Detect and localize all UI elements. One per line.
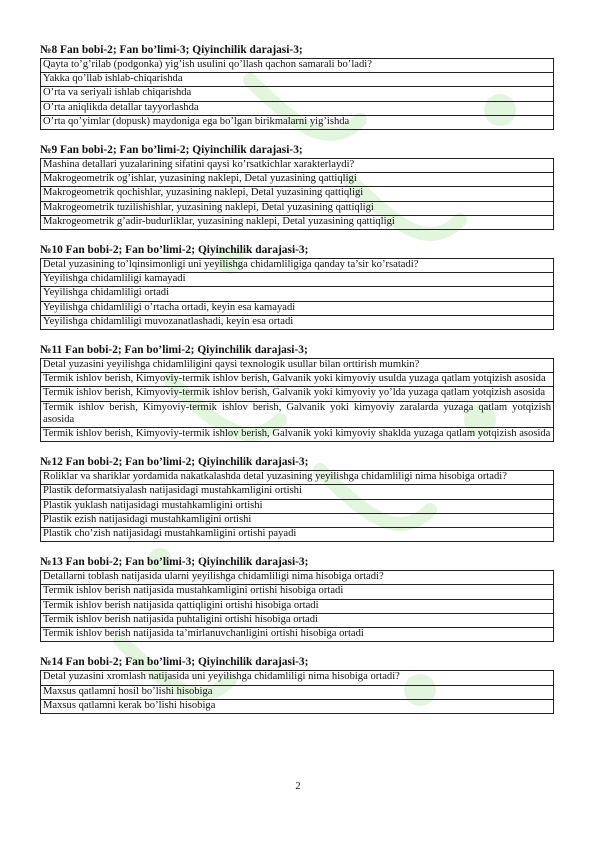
answer-option: Makrogeometrik tuzilishishlar, yuzasining naklepi, Detal yuzasining qattiqligi xyxy=(41,201,554,215)
answer-option: O’rta aniqlikda detallar tayyorlashda xyxy=(41,101,554,115)
question-block xyxy=(40,456,554,542)
question-block xyxy=(40,656,554,714)
question-row xyxy=(41,59,554,73)
question-text: Mashina detallari yuzalarining sifatini qaysi ko’rsatkichlar xarakterlaydi? xyxy=(41,159,554,173)
question-table xyxy=(40,258,554,330)
answer-row xyxy=(41,315,554,329)
question-row xyxy=(41,471,554,485)
question-row xyxy=(41,571,554,585)
answer-row xyxy=(41,215,554,229)
question-table xyxy=(40,570,554,642)
answer-row xyxy=(41,613,554,627)
answer-row xyxy=(41,201,554,215)
question-text: Qayta to’g’rilab (podgonka) yig’ish usulini qo’llash qachon samarali bo’ladi? xyxy=(41,59,554,73)
answer-option: Makrogeometrik og’ishlar, yuzasining naklepi, Detal yuzasining qattiqligi xyxy=(41,173,554,187)
answer-row xyxy=(41,373,554,387)
answer-row xyxy=(41,115,554,129)
question-table xyxy=(40,470,554,542)
question-table xyxy=(40,158,554,230)
answer-option: Makrogeometrik g’adir-budurliklar, yuzasining naklepi, Detal yuzasining qattiqligi xyxy=(41,215,554,229)
answer-option: Yeyilishga chidamliligi ortadi xyxy=(41,287,554,301)
answer-option: Termik ishlov berish natijasida ta’mirlanuvchanligini ortishi hisobiga ortadi xyxy=(41,628,554,642)
answer-row xyxy=(41,628,554,642)
answer-row xyxy=(41,387,554,401)
answer-option: Termik ishlov berish, Kimyoviy-termik ishlov berish, Galvanik yoki kimyoviy shaklda yuzaga qatlam yotqizish asosida xyxy=(41,428,554,442)
answer-option: Yeyilishga chidamliligi kamayadi xyxy=(41,273,554,287)
answer-option: Yeyilishga chidamliligi muvozanatlashadi, keyin esa ortadi xyxy=(41,315,554,329)
answer-option: O’rta va seriyali ishlab chiqarishda xyxy=(41,87,554,101)
question-block xyxy=(40,44,554,130)
question-heading: №13 Fan bobi-2; Fan bo’limi-3; Qiyinchilik darajasi-3; xyxy=(40,556,309,569)
answer-option: Termik ishlov berish natijasida puhtaligini ortishi hisobiga ortadi xyxy=(41,613,554,627)
question-row xyxy=(41,359,554,373)
question-text: Roliklar va shariklar yordamida nakatkalashda detal yuzasining yeyilishga chidamliligi nima hisobiga ortadi? xyxy=(41,471,554,485)
answer-option: Makrogeometrik qochishlar, yuzasining naklepi, Detal yuzasining qattiqligi xyxy=(41,187,554,201)
answer-option: Maxsus qatlamni kerak bo’lishi hisobiga xyxy=(41,699,554,713)
question-row xyxy=(41,159,554,173)
answer-row xyxy=(41,685,554,699)
question-table xyxy=(40,358,554,442)
answer-row xyxy=(41,699,554,713)
answer-option: Maxsus qatlamni hosil bo’lishi hisobiga xyxy=(41,685,554,699)
question-text: Detal yuzasining to’lqinsimonligi uni yeyilishga chidamliligiga qanday ta’sir ko’rsatadi? xyxy=(41,259,554,273)
answer-row xyxy=(41,101,554,115)
question-heading: №14 Fan bobi-2; Fan bo’limi-3; Qiyinchilik darajasi-3; xyxy=(40,656,309,669)
answer-row xyxy=(41,87,554,101)
question-heading: №9 Fan bobi-2; Fan bo’limi-2; Qiyinchilik darajasi-3; xyxy=(40,144,303,157)
answer-row xyxy=(41,301,554,315)
answer-option: Plastik deformatsiyalash natijasidagi mustahkamligini ortishi xyxy=(41,485,554,499)
answer-row xyxy=(41,528,554,542)
question-heading: №10 Fan bobi-2; Fan bo’limi-2; Qiyinchilik darajasi-3; xyxy=(40,244,309,257)
answer-row xyxy=(41,73,554,87)
question-block xyxy=(40,244,554,330)
answer-option: Plastik ezish natijasidagi mustahkamligini ortishi xyxy=(41,513,554,527)
answer-option: Termik ishlov berish, Kimyoviy-termik ishlov berish, Galvanik yoki kimyoviy zaralarda yuzaga qatlam yotqizish asosida xyxy=(41,401,554,427)
page-number: 2 xyxy=(295,781,301,792)
answer-option: Termik ishlov berish, Kimyoviy-termik ishlov berish, Galvanik yoki kimyoviy yo’lda yuzaga qatlam yotqizish asosida xyxy=(41,387,554,401)
question-block xyxy=(40,144,554,230)
question-row xyxy=(41,671,554,685)
questions-content xyxy=(40,44,554,728)
answer-option: Termik ishlov berish natijasida mustahkamligini ortishi hisobiga ortadi xyxy=(41,585,554,599)
answer-option: Plastik yuklash natijasidagi mustahkamligini ortishi xyxy=(41,499,554,513)
answer-row xyxy=(41,173,554,187)
question-heading: №12 Fan bobi-2; Fan bo’limi-2; Qiyinchilik darajasi-3; xyxy=(40,456,309,469)
question-text: Detal yuzasini yeyilishga chidamliligini qaysi texnologik usullar bilan orttirish mumkin? xyxy=(41,359,554,373)
question-text: Detallarni toblash natijasida ularni yeyilishga chidamliligi nima hisobiga ortadi? xyxy=(41,571,554,585)
answer-row xyxy=(41,428,554,442)
answer-row xyxy=(41,401,554,427)
question-text: Detal yuzasini xromlash natijasida uni yeyilishga chidamliligi nima hisobiga ortadi? xyxy=(41,671,554,685)
answer-row xyxy=(41,585,554,599)
question-row xyxy=(41,259,554,273)
answer-option: O’rta qo’yimlar (dopusk) maydoniga ega bo’lgan birikmalarni yig’ishda xyxy=(41,115,554,129)
answer-row xyxy=(41,287,554,301)
question-block xyxy=(40,556,554,642)
answer-option: Termik ishlov berish natijasida qattiqligini ortishi hisobiga ortadi xyxy=(41,599,554,613)
question-block xyxy=(40,344,554,442)
answer-row xyxy=(41,599,554,613)
answer-option: Plastik cho’zish natijasidagi mustahkamligini ortishi payadi xyxy=(41,528,554,542)
answer-row xyxy=(41,513,554,527)
answer-option: Yakka qo’llab ishlab-chiqarishda xyxy=(41,73,554,87)
answer-row xyxy=(41,187,554,201)
answer-row xyxy=(41,485,554,499)
answer-row xyxy=(41,499,554,513)
question-table xyxy=(40,58,554,130)
answer-option: Yeyilishga chidamliligi o’rtacha ortadi, keyin esa kamayadi xyxy=(41,301,554,315)
question-heading: №11 Fan bobi-2; Fan bo’limi-2; Qiyinchilik darajasi-3; xyxy=(40,344,308,357)
question-heading: №8 Fan bobi-2; Fan bo’limi-3; Qiyinchilik darajasi-3; xyxy=(40,44,303,56)
answer-row xyxy=(41,273,554,287)
question-table xyxy=(40,670,554,714)
answer-option: Termik ishlov berish, Kimyoviy-termik ishlov berish, Galvanik yoki kimyoviy usulda yuzaga qatlam yotqizish asosida xyxy=(41,373,554,387)
